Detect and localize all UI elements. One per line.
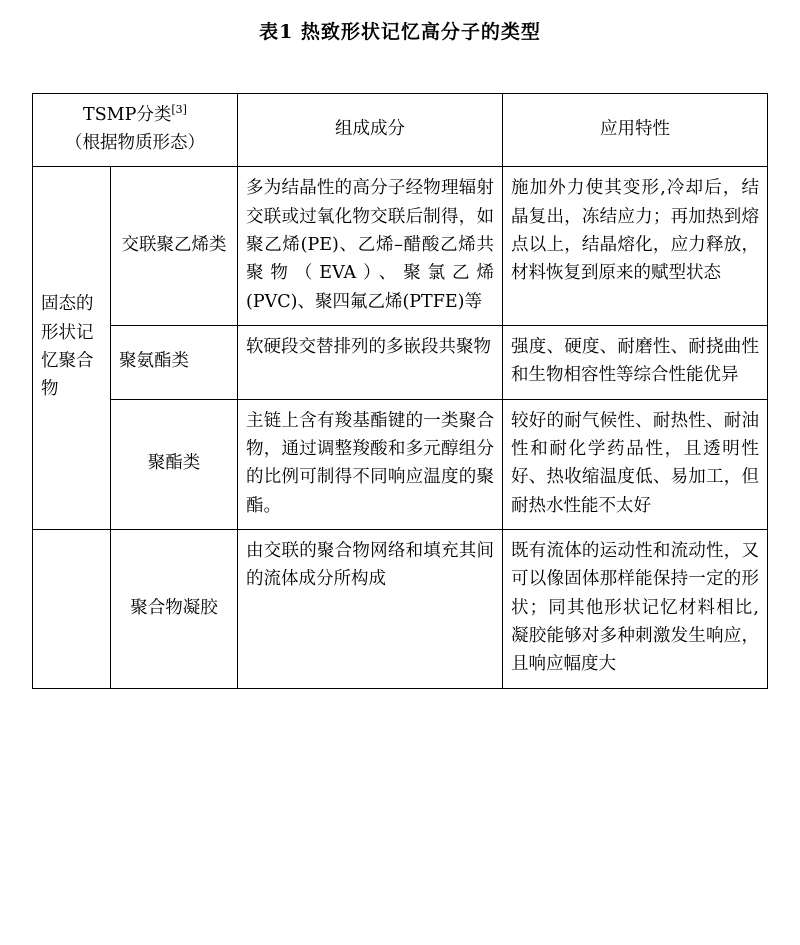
header-classification-line1: TSMP分类[3] [83,102,187,125]
composition-cell: 主链上含有羧基酯键的一类聚合物，通过调整羧酸和多元醇组分的比例可制得不同响应温度的聚酯。 [238,399,503,529]
document-page [0,18,800,945]
properties-cell: 较好的耐气候性、耐热性、耐油性和耐化学药品性，且透明性好、热收缩温度低、易加工，但耐热水性能不太好 [503,399,768,529]
table-header [33,93,768,167]
header-cell-composition: 组成成分 [238,93,503,167]
table-row [33,167,768,326]
composition-cell: 由交联的聚合物网络和填充其间的流体成分所构成 [238,529,503,688]
properties-cell: 施加外力使其变形,冷却后，结晶复出，冻结应力；再加热到熔点以上，结晶熔化，应力释放，材料恢复到原来的赋型状态 [503,167,768,326]
category-cell-empty [33,529,111,688]
category-cell-solid-smp: 固态的形状记忆聚合物 [33,167,111,530]
table-caption: 表1 热致形状记忆高分子的类型 [259,21,541,43]
table-row [33,325,768,399]
table-body [33,167,768,689]
subtype-cell: 交联聚乙烯类 [111,167,238,326]
header-classification-line2: （根据物质形态） [65,132,205,153]
tsmp-classification-table [32,93,768,689]
subtype-cell: 聚氨酯类 [111,325,238,399]
subtype-cell: 聚合物凝胶 [111,529,238,688]
table-row [33,399,768,529]
header-cell-properties: 应用特性 [503,93,768,167]
table-row [33,529,768,688]
composition-cell: 软硬段交替排列的多嵌段共聚物 [238,325,503,399]
subtype-cell: 聚酯类 [111,399,238,529]
footnote-marker: [3] [171,102,187,116]
table-header-row [33,93,768,167]
properties-cell: 强度、硬度、耐磨性、耐挠曲性和生物相容性等综合性能优异 [503,325,768,399]
header-cell-classification [33,93,238,167]
properties-cell: 既有流体的运动性和流动性，又可以像固体那样能保持一定的形状；同其他形状记忆材料相比,凝胶能够对多种刺激发生响应，且响应幅度大 [503,529,768,688]
composition-cell: 多为结晶性的高分子经物理辐射交联或过氧化物交联后制得，如聚乙烯(PE)、乙烯–醋酸乙烯共聚物（EVA）、聚氯乙烯(PVC)、聚四氟乙烯(PTFE)等 [238,167,503,326]
